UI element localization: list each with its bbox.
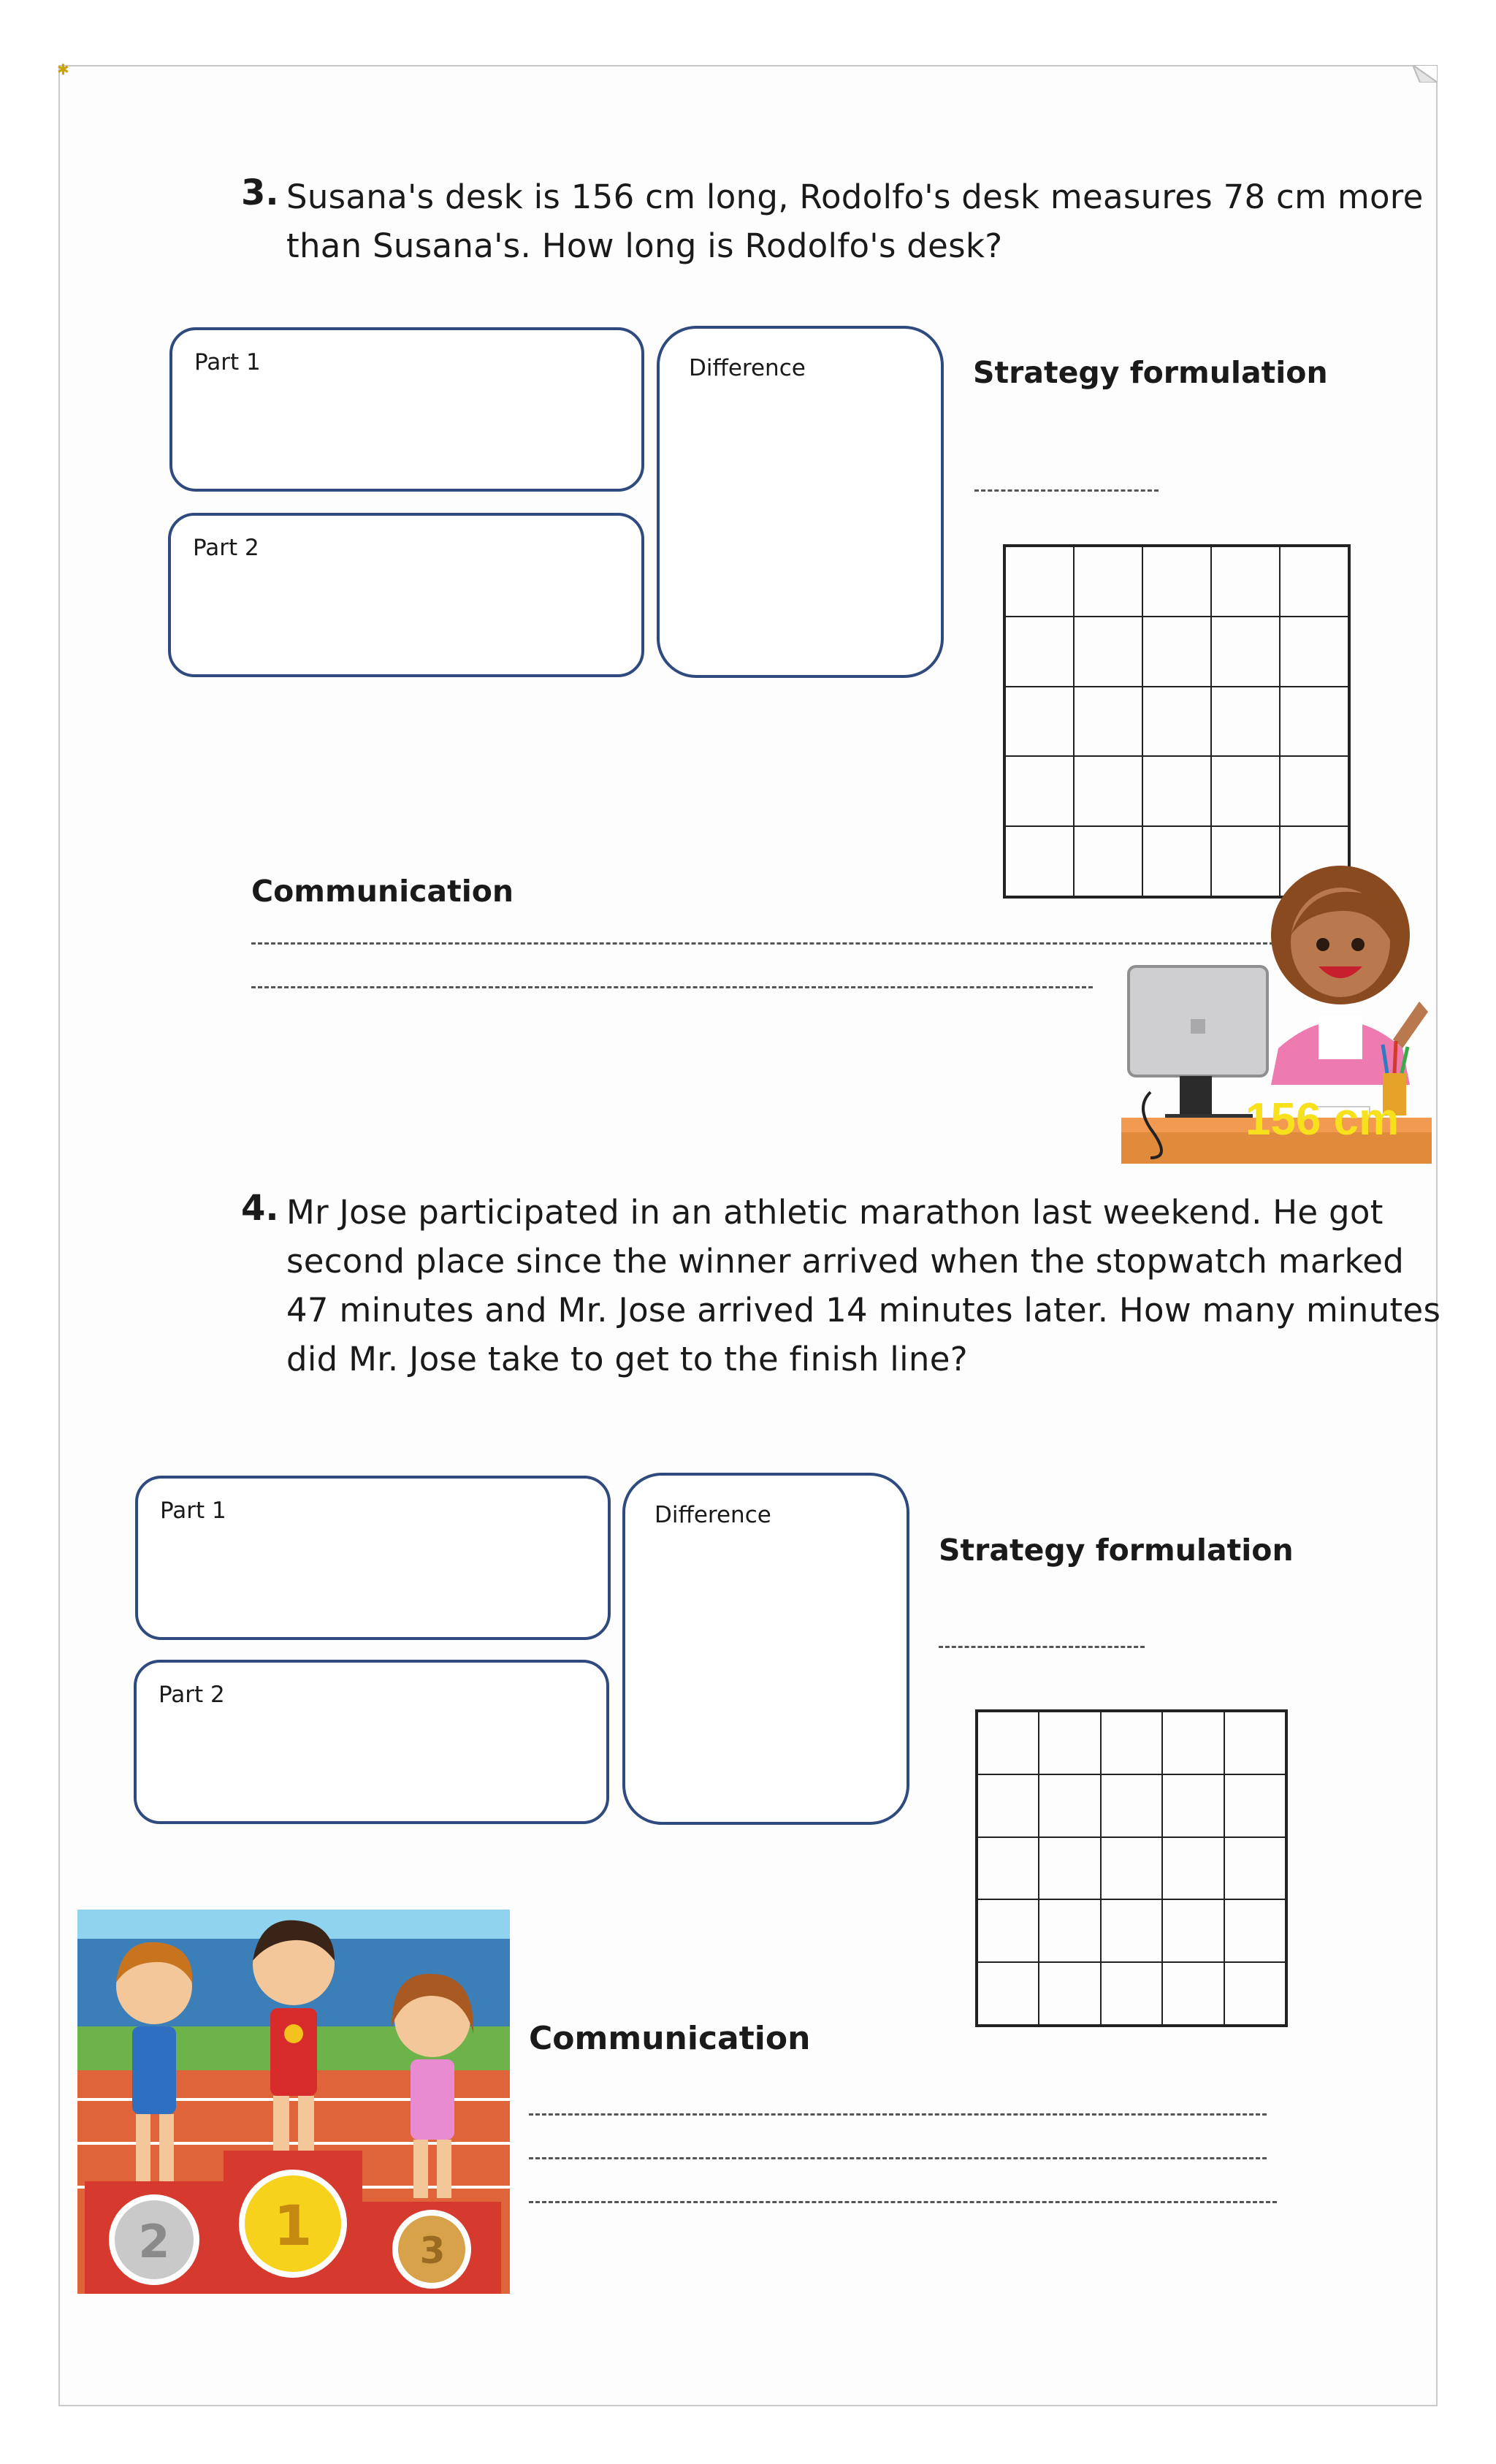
question-4-line-4: did Mr. Jose take to get to the finish line? — [286, 1340, 968, 1378]
question-4-line-3: 47 minutes and Mr. Jose arrived 14 minutes later. How many minutes — [286, 1291, 1441, 1330]
q3-difference-label: Difference — [689, 355, 806, 381]
q4-part2-label: Part 2 — [159, 1682, 225, 1708]
q3-part2-label: Part 2 — [193, 535, 259, 561]
q4-strategy-heading: Strategy formulation — [939, 1533, 1294, 1568]
teacher-desk-illustration — [1121, 866, 1432, 1164]
q4-part1-label: Part 1 — [160, 1498, 226, 1524]
q4-difference-box[interactable] — [622, 1473, 909, 1825]
q3-strategy-heading: Strategy formulation — [973, 355, 1328, 390]
q3-communication-line-2[interactable] — [251, 986, 1093, 988]
q4-part2-box[interactable] — [134, 1660, 609, 1824]
question-4-line-2: second place since the winner arrived when the stopwatch marked — [286, 1242, 1405, 1281]
question-3-number: 3. — [241, 172, 279, 213]
marathon-podium-illustration — [77, 1910, 510, 2294]
question-3-line-1: Susana's desk is 156 cm long, Rodolfo's desk measures 78 cm more — [286, 178, 1424, 216]
podium-third-number: 3 — [419, 2230, 446, 2272]
q4-communication-line-3[interactable] — [529, 2201, 1277, 2203]
q3-answer-grid[interactable] — [1003, 544, 1351, 899]
q4-communication-line-2[interactable] — [529, 2157, 1267, 2159]
question-4-number: 4. — [241, 1188, 279, 1229]
podium-second-number: 2 — [138, 2215, 170, 2268]
q4-difference-label: Difference — [654, 1502, 771, 1528]
question-3-line-2: than Susana's. How long is Rodolfo's desk? — [286, 226, 1003, 265]
page-fold-icon — [1413, 65, 1438, 83]
q4-strategy-line[interactable] — [939, 1646, 1145, 1648]
q3-strategy-line[interactable] — [974, 489, 1159, 492]
desk-length-label: 156 cm — [1245, 1094, 1400, 1145]
q3-communication-heading: Communication — [251, 874, 514, 909]
question-4-line-1: Mr Jose participated in an athletic marathon last weekend. He got — [286, 1193, 1384, 1232]
podium-first-number: 1 — [273, 2193, 313, 2258]
q4-communication-line-1[interactable] — [529, 2113, 1267, 2116]
q4-answer-grid[interactable] — [975, 1709, 1288, 2027]
q3-communication-line-1[interactable] — [251, 942, 1274, 945]
q3-part1-label: Part 1 — [194, 349, 261, 375]
q3-part2-box[interactable] — [168, 513, 644, 677]
q4-communication-heading: Communication — [529, 2020, 811, 2057]
q3-part1-box[interactable] — [169, 327, 644, 492]
q3-difference-box[interactable] — [657, 326, 944, 678]
q4-part1-box[interactable] — [135, 1476, 611, 1640]
pin-icon: ✱ — [57, 61, 69, 78]
